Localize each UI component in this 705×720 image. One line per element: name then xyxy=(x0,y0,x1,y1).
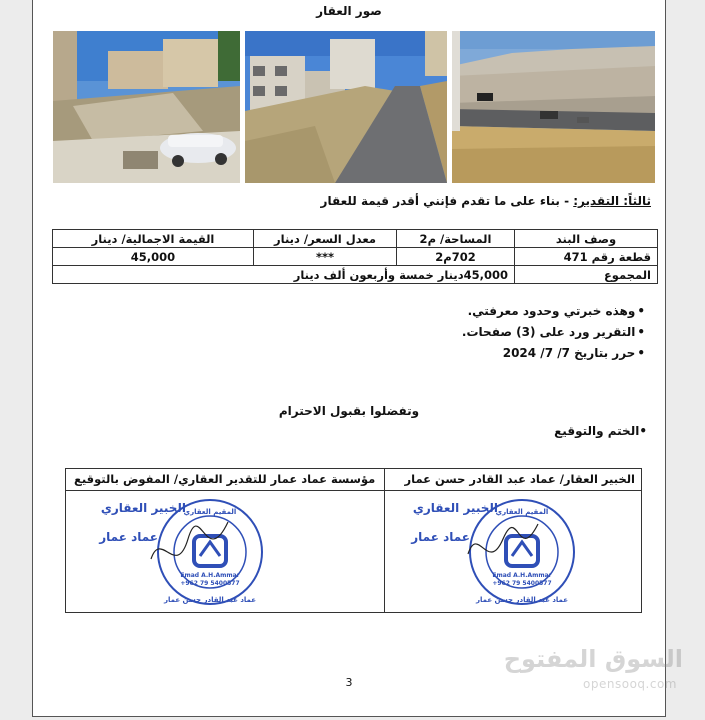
svg-text:المقيم العقاري: المقيم العقاري xyxy=(183,508,237,516)
cell-total: 45,000 xyxy=(53,248,254,266)
table-sum-row xyxy=(53,266,658,284)
cell-area: 702م2 xyxy=(397,248,515,266)
page-number: 3 xyxy=(345,676,353,689)
header-item: وصف البند xyxy=(515,230,658,248)
svg-text:+962 79 5400577: +962 79 5400577 xyxy=(180,580,240,587)
valuation-text: - بناء على ما تقدم فإنني أقدر قيمة للعقار xyxy=(320,194,574,208)
signature-right-header: الخبير العقار/ عماد عبد القادر حسن عمار xyxy=(404,472,635,486)
sum-label: المجموع xyxy=(515,266,658,284)
official-stamp-right xyxy=(411,494,588,612)
table-header-row xyxy=(53,230,658,248)
svg-text:الخبير العقاري: الخبير العقاري xyxy=(100,501,186,515)
svg-text:عماد عمار: عماد عمار xyxy=(411,530,470,544)
svg-text:Emad A.H.Ammar: Emad A.H.Ammar xyxy=(492,572,552,579)
svg-text:Emad A.H.Ammar: Emad A.H.Ammar xyxy=(180,572,240,579)
valuation-table xyxy=(52,229,658,284)
list-item: •التقرير ورد على (3) صفحات. xyxy=(461,325,645,339)
svg-text:عماد عبد القادر حسن عمار: عماد عبد القادر حسن عمار xyxy=(475,596,569,604)
svg-text:المقيم العقاري: المقيم العقاري xyxy=(495,508,549,516)
valuation-statement xyxy=(321,194,651,208)
stamp-label-text: الختم والتوقيع xyxy=(554,424,640,438)
cell-rate: *** xyxy=(254,248,397,266)
list-item: •حرر بتاريخ 7/ 7/ 2024 xyxy=(502,346,645,360)
closing-line: وتفضلوا بقبول الاحترام xyxy=(278,404,420,418)
property-photo-2 xyxy=(245,31,447,183)
property-photo-1 xyxy=(53,31,240,183)
signature-column-divider xyxy=(384,469,385,612)
svg-text:عماد عمار: عماد عمار xyxy=(99,530,158,544)
official-stamp-left xyxy=(99,494,276,612)
stamp-signature-label: •الختم والتوقيع xyxy=(554,424,647,438)
note-text: وهذه خبرتي وحدود معرفتي. xyxy=(467,304,636,318)
note-text: حرر بتاريخ 7/ 7/ 2024 xyxy=(502,346,636,360)
photo-3-image xyxy=(452,31,655,183)
signature-left-header: مؤسسة عماد عمار للتقدير العقاري/ المفوض بالتوقيع xyxy=(74,472,376,486)
note-text: التقرير ورد على (3) صفحات. xyxy=(461,325,636,339)
watermark-latin: opensooq.com xyxy=(583,677,677,691)
header-area: المساحة/ م2 xyxy=(397,230,515,248)
signature-header-divider xyxy=(66,490,641,491)
photo-2-image xyxy=(245,31,447,183)
valuation-label: ثالثاً: التقدير: xyxy=(573,194,651,208)
header-rate: معدل السعر/ دينار xyxy=(254,230,397,248)
svg-text:+962 79 5400577: +962 79 5400577 xyxy=(492,580,552,587)
list-item: •وهذه خبرتي وحدود معرفتي. xyxy=(467,304,645,318)
sum-value: 45,000دينار خمسة وأربعون ألف دينار xyxy=(53,266,515,284)
document-page xyxy=(32,0,666,717)
property-photo-3 xyxy=(452,31,655,183)
watermark-arabic: السوق المفتوح xyxy=(503,645,683,673)
table-row xyxy=(53,248,658,266)
svg-text:الخبير العقاري: الخبير العقاري xyxy=(412,501,498,515)
svg-text:عماد عبد القادر حسن عمار: عماد عبد القادر حسن عمار xyxy=(163,596,257,604)
signature-box xyxy=(65,468,642,613)
cell-item: قطعة رقم 471 xyxy=(515,248,658,266)
header-total: القيمة الاجمالية/ دينار xyxy=(53,230,254,248)
photo-1-image xyxy=(53,31,240,183)
section-title: صور العقار xyxy=(316,4,382,18)
notes-list xyxy=(462,301,645,364)
